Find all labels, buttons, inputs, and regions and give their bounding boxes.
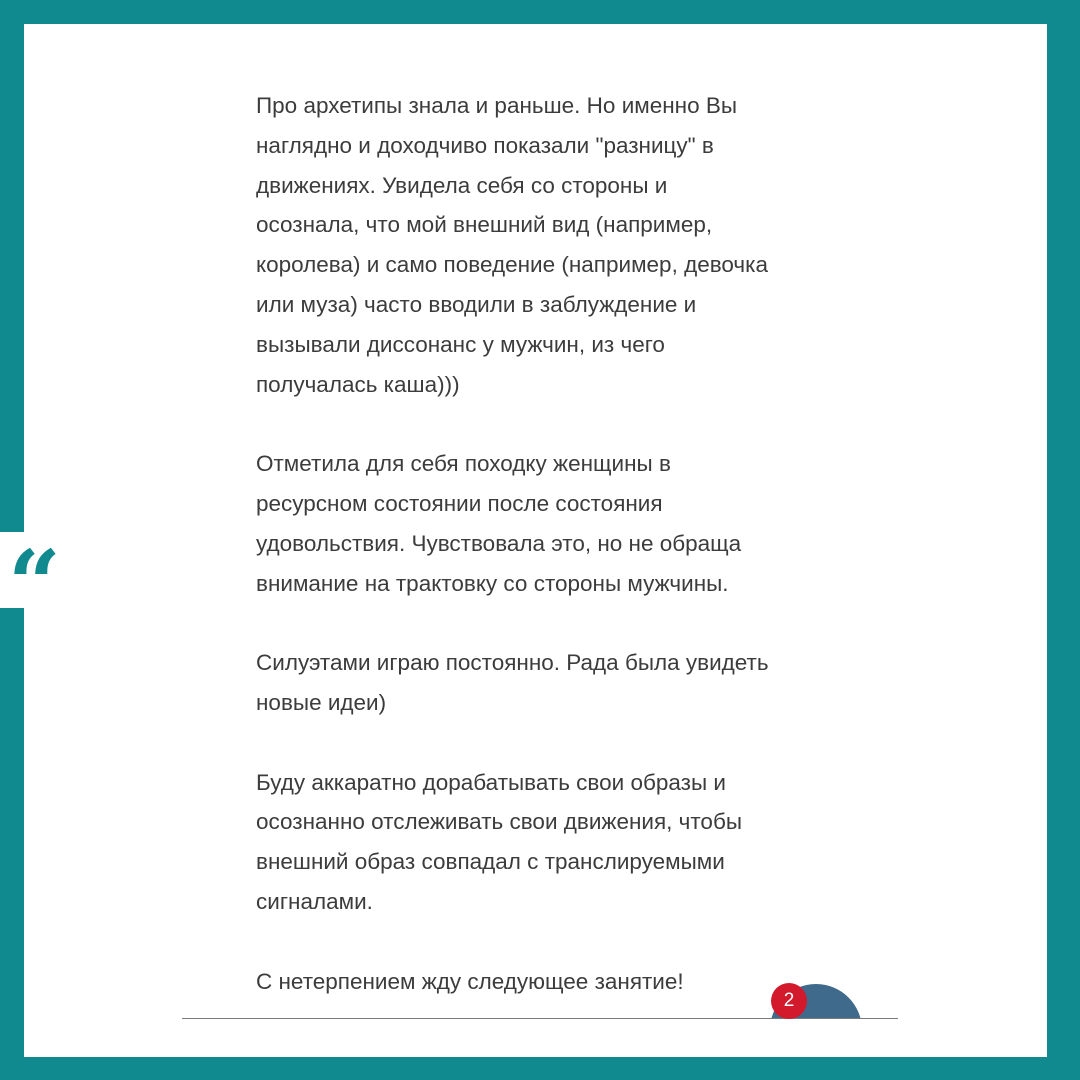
review-paragraph-4: Буду аккаратно дорабатывать свои образы и осознанно отслеживать свои движения, чтобы внешний образ совпадал с транслируемыми сигналами. [256, 769, 743, 914]
review-paragraph-1: Про архетипы знала и раньше. Но именно Вы наглядно и доходчиво показали "разницу" в движениях. Увидела себя со стороны и осознала, что мой внешний вид (например, королева) и само поведение (например, девочка или муза) часто вводили в заблуждение и вызывали диссонанс у мужчин, из чего получалась каша))) [256, 93, 769, 397]
notification-badge: 2 [771, 983, 807, 1019]
review-paragraph-5: С нетерпением жду следующее занятие! [256, 968, 684, 994]
review-paragraph-3: Силуэтами играю постоянно. Рада была увидеть новые идеи) [256, 650, 769, 715]
quote-open-icon: “ [8, 530, 55, 638]
review-paragraph-2: Отметила для себя походку женщины в ресурсном состоянии после состояния удовольствия. Чувствовала это, но не обраща внимание на трактовку со стороны мужчины. [256, 451, 742, 596]
review-text [256, 86, 856, 1001]
